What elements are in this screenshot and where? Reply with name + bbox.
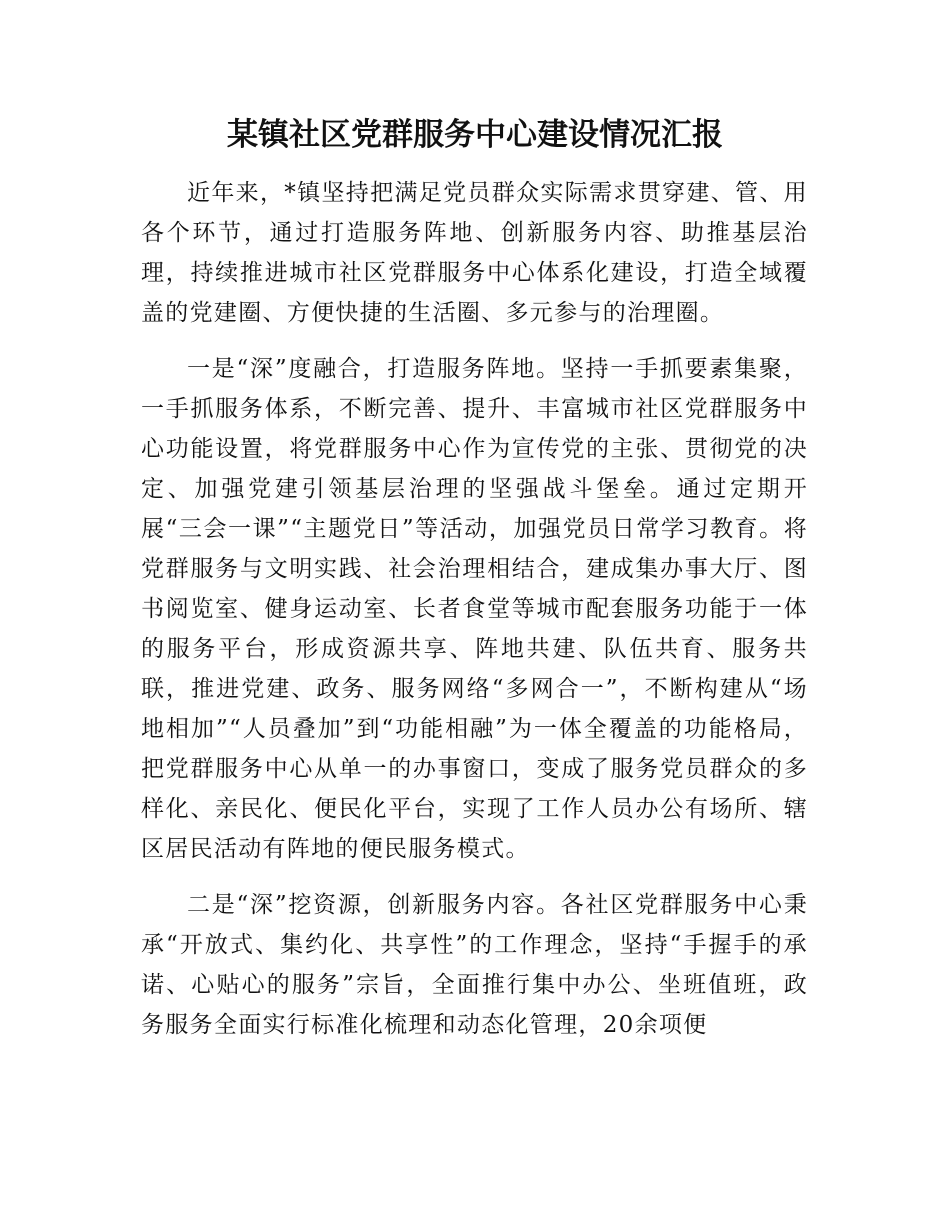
paragraph-service-content: 二是“深”挖资源，创新服务内容。各社区党群服务中心秉承“开放式、集约化、共享性”的工作理念，坚持“手握手的承诺、心贴心的服务”宗旨，全面推行集中办公、坐班值班，政务服务全面实行标准化梳理和动态化管理，20余项便	[141, 892, 808, 1038]
document-body	[141, 173, 808, 1061]
paragraph-intro: 近年来，*镇坚持把满足党员群众实际需求贯穿建、管、用各个环节，通过打造服务阵地、创新服务内容、助推基层治理，持续推进城市社区党群服务中心体系化建设，打造全域覆盖的党建圈、方便快捷的生活圈、多元参与的治理圈。	[141, 180, 808, 326]
paragraph-service-position: 一是“深”度融合，打造服务阵地。坚持一手抓要素集聚，一手抓服务体系，不断完善、提升、丰富城市社区党群服务中心功能设置，将党群服务中心作为宣传党的主张、贯彻党的决定、加强党建引领基层治理的坚强战斗堡垒。通过定期开展“三会一课”“主题党日”等活动，加强党员日常学习教育。将党群服务与文明实践、社会治理相结合，建成集办事大厅、图书阅览室、健身运动室、长者食堂等城市配套服务功能于一体的服务平台，形成资源共享、阵地共建、队伍共育、服务共联，推进党建、政务、服务网络“多网合一”，不断构建从“场地相加”“人员叠加”到“功能相融”为一体全覆盖的功能格局，把党群服务中心从单一的办事窗口，变成了服务党员群众的多样化、亲民化、便民化平台，实现了工作人员办公有场所、辖区居民活动有阵地的便民服务模式。	[141, 356, 808, 862]
document-title: 某镇社区党群服务中心建设情况汇报	[227, 117, 723, 153]
